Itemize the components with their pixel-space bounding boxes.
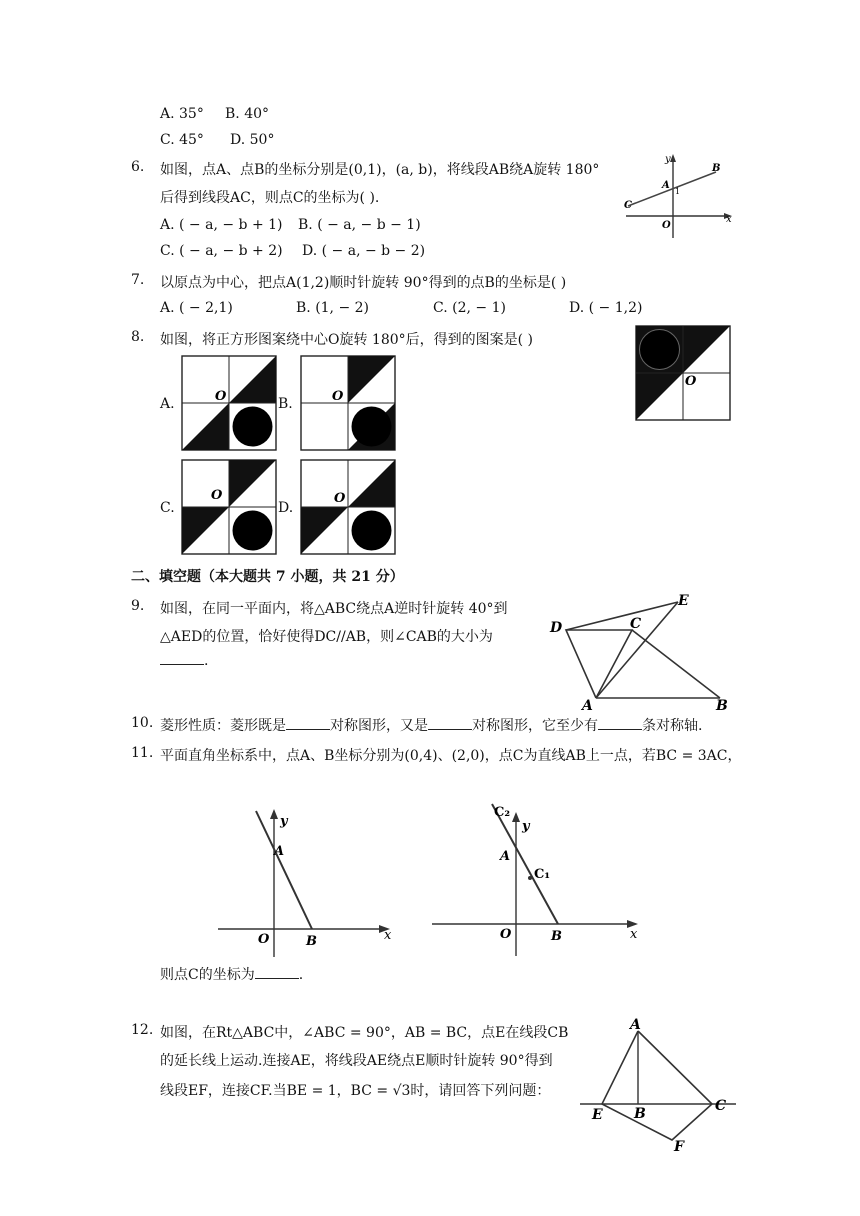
q11-fig1-o-label: O xyxy=(258,932,270,947)
q11-fig1-y-label: y xyxy=(280,814,288,829)
q9-stem-line2: △AED的位置，恰好使得DC//AB，则∠CAB的大小为 xyxy=(160,629,493,645)
q5-option-b: B. 40° xyxy=(225,106,270,122)
q6-fig-x-label: x xyxy=(726,214,732,225)
q5-option-c: C. 45° xyxy=(160,132,204,148)
q11-figure-2 xyxy=(430,800,644,960)
q9-answer-blank[interactable] xyxy=(160,652,204,665)
q9-fig-a-label: A xyxy=(582,698,593,712)
q8-option-d-pattern xyxy=(300,459,396,555)
q5-option-a: A. 35° xyxy=(160,106,204,122)
q12-stem-line1: 如图，在Rt△ABC中，∠ABC = 90°，AB = BC，点E在线段CB xyxy=(160,1025,569,1041)
q12-figure xyxy=(578,1015,738,1155)
q11-answer-line: 则点C的坐标为 . xyxy=(160,967,304,983)
q6-fig-y-label: y xyxy=(665,154,671,165)
q10-stem: 菱形性质：菱形既是 对称图形，又是 对称图形，它至少有 条对称轴. xyxy=(160,718,703,734)
q6-fig-one-label: 1 xyxy=(675,187,681,196)
q9-number: 9. xyxy=(131,598,145,614)
q11-fig2-o-label: O xyxy=(500,927,512,942)
q6-number: 6. xyxy=(131,159,145,175)
q10-blank-2[interactable] xyxy=(428,717,472,730)
q12-stem-line2: 的延长线上运动.连接AE，将线段AE绕点E顺时针旋转 90°得到 xyxy=(160,1053,553,1069)
q5-option-d: D. 50° xyxy=(230,132,275,148)
q11-fig2-a-label: A xyxy=(500,849,511,864)
q7-option-b: B. (1, − 2) xyxy=(296,300,370,316)
q8-option-d-label: D. xyxy=(278,500,294,516)
q11-fig1-b-label: B xyxy=(306,934,317,949)
q8-b-center-label: O xyxy=(332,389,344,404)
q6-option-d: D. ( − a, − b − 2) xyxy=(302,243,426,259)
q8-option-c-pattern xyxy=(181,459,277,555)
q8-a-center-label: O xyxy=(215,389,227,404)
q11-figure-1 xyxy=(216,805,396,965)
q8-number: 8. xyxy=(131,329,145,345)
q11-number: 11. xyxy=(131,745,154,761)
q12-number: 12. xyxy=(131,1022,154,1038)
q11-fig2-c2-label: C₂ xyxy=(494,805,511,820)
q8-option-b-pattern xyxy=(300,355,396,451)
q9-fig-e-label: E xyxy=(678,593,689,609)
q6-option-c: C. ( − a, − b + 2) xyxy=(160,243,283,259)
q8-option-c-label: C. xyxy=(160,500,175,516)
q9-figure xyxy=(548,590,738,712)
q11-fig2-x-label: x xyxy=(630,927,638,942)
q8-stem: 如图，将正方形图案绕中心O旋转 180°后，得到的图案是( ) xyxy=(160,332,534,348)
q11-fig1-x-label: x xyxy=(384,928,392,943)
q6-stem-line2: 后得到线段AC，则点C的坐标为( ). xyxy=(160,190,380,206)
q11-fig2-b-label: B xyxy=(551,929,562,944)
q11-fig2-y-label: y xyxy=(522,819,530,834)
q9-stem-line1: 如图，在同一平面内，将△ABC绕点A逆时针旋转 40°到 xyxy=(160,601,508,617)
q8-c-center-label: O xyxy=(211,488,223,503)
q11-stem: 平面直角坐标系中，点A、B坐标分别为(0,4)、(2,0)，点C为直线AB上一点，若BC = 3AC， xyxy=(160,748,742,764)
q8-option-a-pattern xyxy=(181,355,277,451)
q6-fig-b-label: B xyxy=(712,163,721,174)
q8-d-center-label: O xyxy=(334,491,346,506)
q9-fig-c-label: C xyxy=(630,616,642,632)
q12-fig-e-label: E xyxy=(592,1107,603,1123)
q8-option-b-label: B. xyxy=(278,396,293,412)
q7-stem: 以原点为中心，把点A(1,2)顺时针旋转 90°得到的点B的坐标是( ) xyxy=(160,275,567,291)
q10-blank-1[interactable] xyxy=(286,717,330,730)
q10-number: 10. xyxy=(131,715,154,731)
q9-answer-line: . xyxy=(160,652,208,669)
q6-option-b: B. ( − a, − b − 1) xyxy=(298,217,421,233)
q12-fig-c-label: C xyxy=(715,1098,727,1114)
q9-fig-d-label: D xyxy=(550,620,563,636)
q12-stem-line3: 线段EF，连接CF.当BE = 1，BC = √3时，请回答下列问题： xyxy=(160,1083,551,1099)
q6-fig-c-label: C xyxy=(624,200,632,211)
q7-option-c: C. (2, − 1) xyxy=(433,300,506,316)
q6-figure xyxy=(618,150,738,242)
q6-stem-line1: 如图，点A、点B的坐标分别是(0,1)，(a, b)，将线段AB绕A旋转 180° xyxy=(160,162,600,178)
section-2-title: 二、填空题（本大题共 7 小题，共 21 分） xyxy=(131,569,404,585)
q12-fig-f-label: F xyxy=(674,1139,684,1155)
q11-fig1-a-label: A xyxy=(274,844,285,859)
q12-fig-a-label: A xyxy=(630,1017,641,1033)
q8-option-a-label: A. xyxy=(160,396,175,412)
q6-fig-a-label: A xyxy=(662,180,670,191)
q9-fig-b-label: B xyxy=(716,698,728,712)
q8-orig-center-label: O xyxy=(685,374,697,389)
q7-number: 7. xyxy=(131,272,145,288)
q11-answer-blank[interactable] xyxy=(255,966,299,979)
q8-original-pattern xyxy=(635,325,731,421)
q6-fig-o-label: O xyxy=(662,220,671,231)
q7-option-d: D. ( − 1,2) xyxy=(569,300,643,316)
q10-blank-3[interactable] xyxy=(598,717,642,730)
q11-fig2-c1-label: C₁ xyxy=(534,867,551,882)
q7-option-a: A. ( − 2,1) xyxy=(160,300,233,316)
q12-fig-b-label: B xyxy=(634,1106,646,1122)
q6-option-a: A. ( − a, − b + 1) xyxy=(160,217,283,233)
